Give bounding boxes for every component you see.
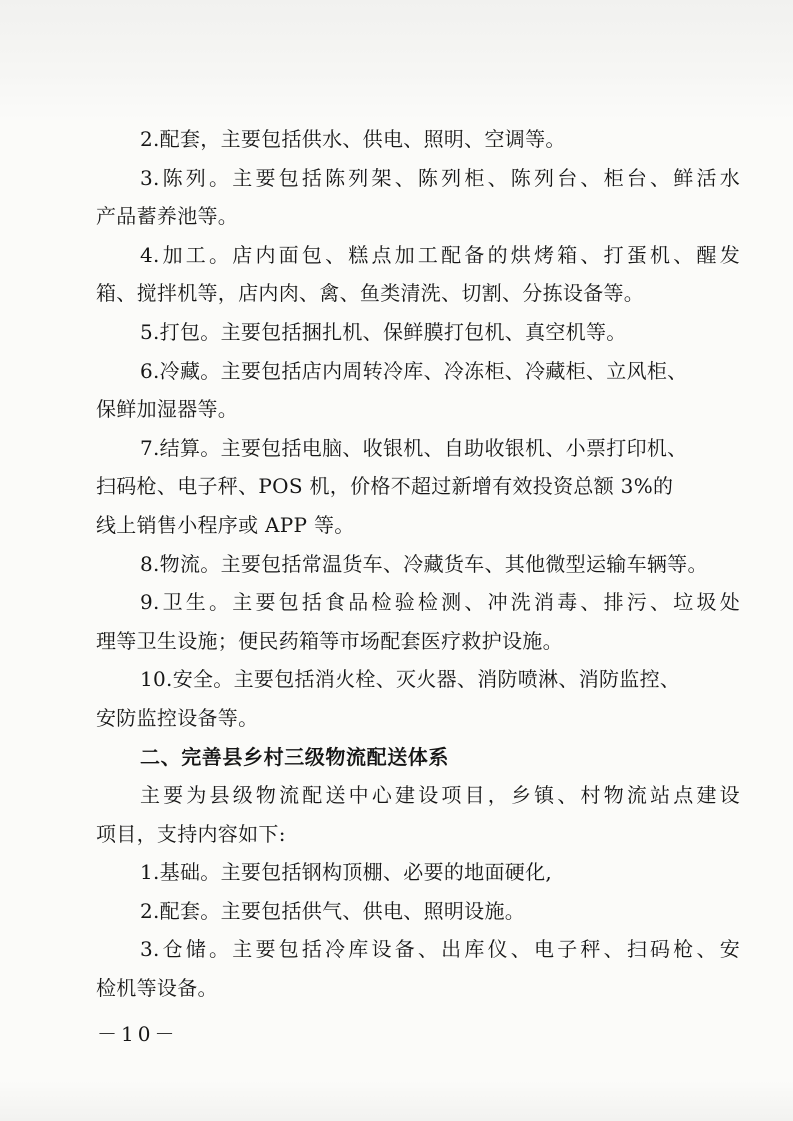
paragraph-line: 扫码枪、电子秤、POS 机，价格不超过新增有效投资总额 3%的 (96, 474, 674, 499)
paragraph-line: 7.结算。主要包括电脑、收银机、自助收银机、小票打印机、 (140, 435, 688, 460)
paragraph-line: 箱、搅拌机等，店内肉、禽、鱼类清洗、切割、分拣设备等。 (96, 281, 645, 306)
paragraph-line: 9.卫生。主要包括食品检验检测、冲洗消毒、排污、垃圾处 (140, 590, 740, 615)
paragraph-line: 保鲜加湿器等。 (96, 397, 239, 422)
paragraph-line: 4.加工。店内面包、糕点加工配备的烘烤箱、打蛋机、醒发 (140, 242, 740, 267)
paragraph-line: 线上销售小程序或 APP 等。 (96, 512, 355, 537)
paragraph-line: 6.冷藏。主要包括店内周转冷库、冷冻柜、冷藏柜、立风柜、 (140, 358, 688, 383)
paragraph-line: 10.安全。主要包括消火栓、灭火器、消防喷淋、消防监控、 (140, 667, 681, 692)
paragraph-line: 检机等设备。 (96, 976, 218, 1001)
paragraph-line: 项目，支持内容如下: (96, 821, 286, 846)
paragraph-line: 安防监控设备等。 (96, 705, 259, 730)
paragraph-line: 主要为县级物流配送中心建设项目，乡镇、村物流站点建设 (140, 783, 740, 808)
paragraph-line: 3.仓储。主要包括冷库设备、出库仪、电子秤、扫码枪、安 (140, 937, 740, 962)
page-number: －10－ (97, 1022, 179, 1046)
paragraph-line: 理等卫生设施；便民药箱等市场配套医疗救护设施。 (96, 628, 563, 653)
paragraph-line: 产品蓄养池等。 (96, 204, 239, 229)
paragraph-line: 2.配套。主要包括供气、供电、照明设施。 (140, 898, 526, 923)
scan-shadow-top (0, 0, 793, 120)
paragraph-line: 8.物流。主要包括常温货车、冷藏货车、其他微型运输车辆等。 (140, 551, 708, 576)
paragraph-line: 1.基础。主要包括钢构顶棚、必要的地面硬化, (140, 860, 553, 885)
paragraph-line: 5.打包。主要包括捆扎机、保鲜膜打包机、真空机等。 (140, 319, 627, 344)
paragraph-line: 3.陈列。主要包括陈列架、陈列柜、陈列台、柜台、鲜活水 (140, 165, 740, 190)
section-heading: 二、完善县乡村三级物流配送体系 (140, 744, 449, 769)
paragraph-line: 2.配套，主要包括供水、供电、照明、空调等。 (140, 127, 566, 151)
document-body (96, 120, 740, 1008)
scan-shadow-bottom (0, 1081, 793, 1121)
